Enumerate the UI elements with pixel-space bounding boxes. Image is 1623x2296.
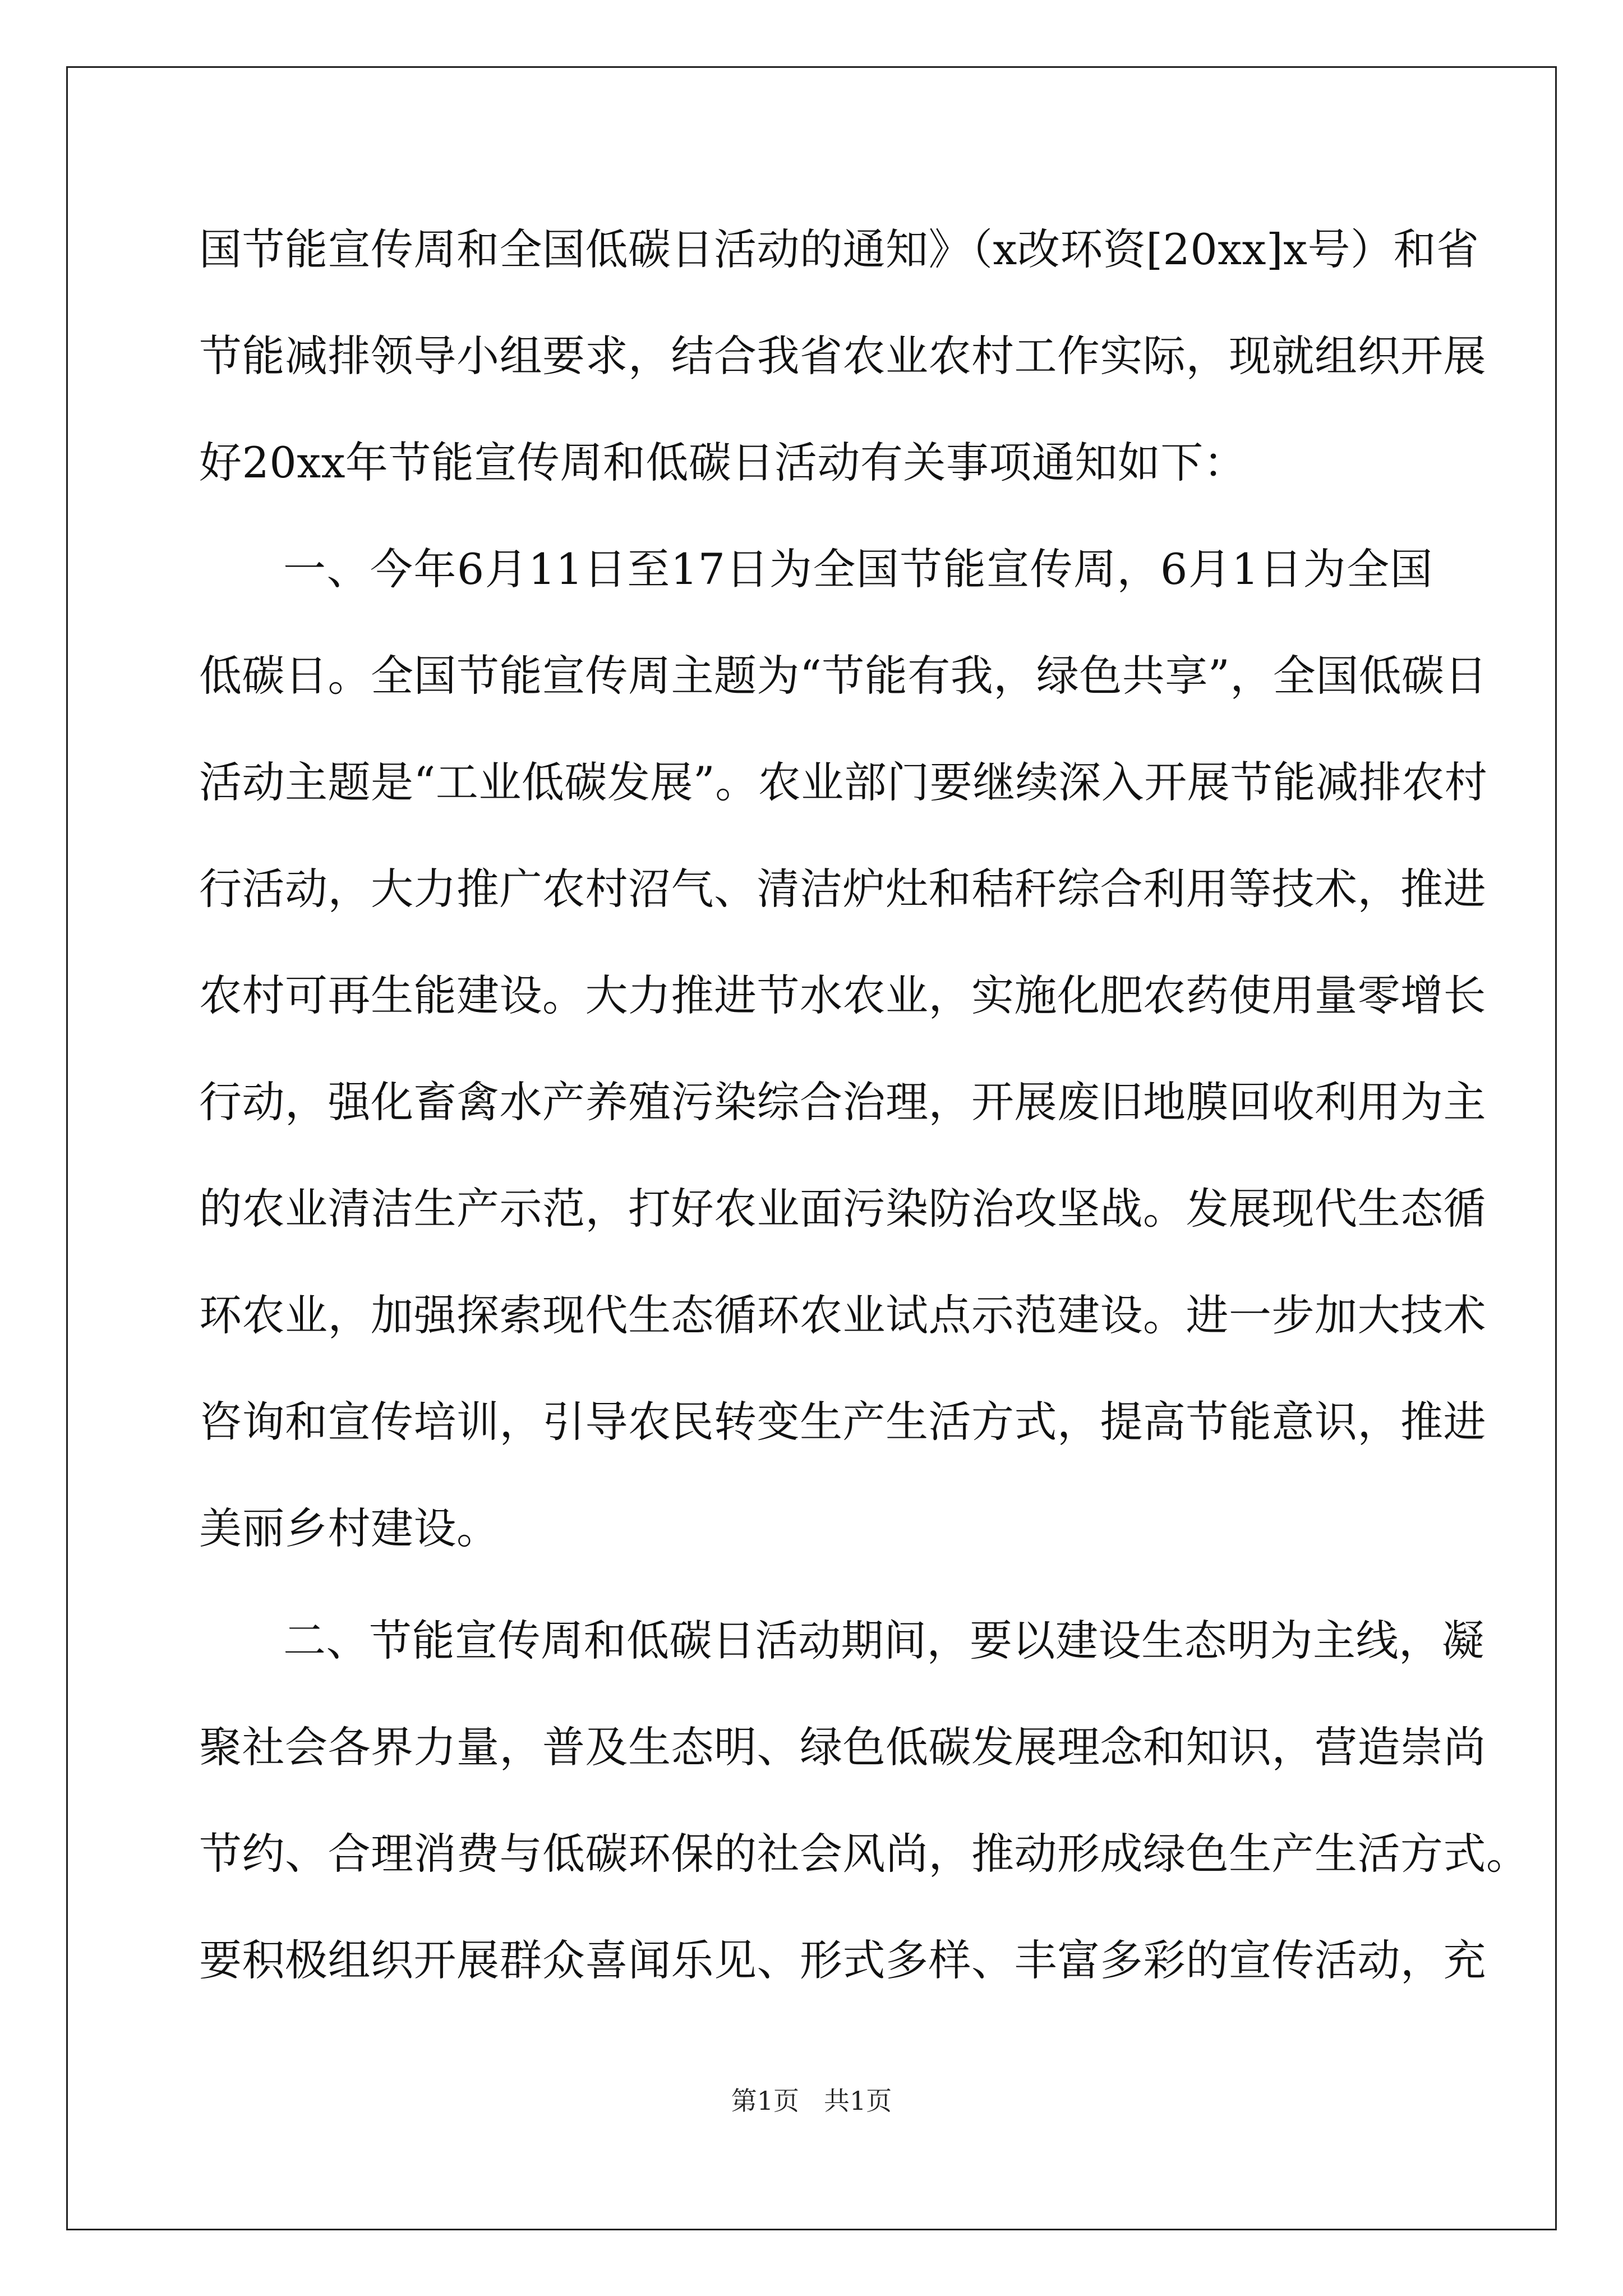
- text-line: 行活动，大力推广农村沼气、清洁炉灶和秸秆综合利用等技术，推进: [199, 864, 1486, 914]
- text-line: 环农业，加强探索现代生态循环农业试点示范建设。进一步加大技术: [199, 1290, 1486, 1340]
- text-line: 活动主题是“工业低碳发展”。农业部门要继续深入开展节能减排农村: [199, 757, 1488, 807]
- text-line: 行动，强化畜禽水产养殖污染综合治理，开展废旧地膜回收利用为主: [199, 1077, 1486, 1127]
- text-line: 节约、合理消费与低碳环保的社会风尚，推动形成绿色生产生活方式。: [199, 1829, 1529, 1879]
- text-line: 一、今年6月11日至17日为全国节能宣传周，6月1日为全国: [283, 544, 1433, 594]
- page-total: 共1页: [823, 2086, 892, 2116]
- text-line: 美丽乡村建设。: [199, 1503, 500, 1553]
- text-line: 好20xx年节能宣传周和低碳日活动有关事项通知如下：: [199, 438, 1247, 487]
- text-line: 的农业清洁生产示范，打好农业面污染防治攻坚战。发展现代生态循: [199, 1184, 1486, 1234]
- page-footer: [0, 2084, 1623, 2118]
- text-line: 节能减排领导小组要求，结合我省农业农村工作实际，现就组织开展: [199, 331, 1486, 381]
- page-number: 第1页: [731, 2086, 800, 2116]
- text-line: 聚社会各界力量，普及生态明、绿色低碳发展理念和知识，营造崇尚: [199, 1722, 1486, 1772]
- text-line: 咨询和宣传培训，引导农民转变生产生活方式，提高节能意识，推进: [199, 1397, 1486, 1447]
- text-line: 农村可再生能建设。大力推进节水农业，实施化肥农药使用量零增长: [199, 970, 1486, 1020]
- text-line: 二、节能宣传周和低碳日活动期间，要以建设生态明为主线，凝: [283, 1616, 1484, 1665]
- text-line: 低碳日。全国节能宣传周主题为“节能有我，绿色共享”，全国低碳日: [199, 651, 1488, 701]
- text-line: 要积极组织开展群众喜闻乐见、形式多样、丰富多彩的宣传活动，充: [199, 1935, 1486, 1985]
- text-line: 国节能宣传周和全国低碳日活动的通知》（x改环资[20xx]x号）和省: [199, 224, 1479, 274]
